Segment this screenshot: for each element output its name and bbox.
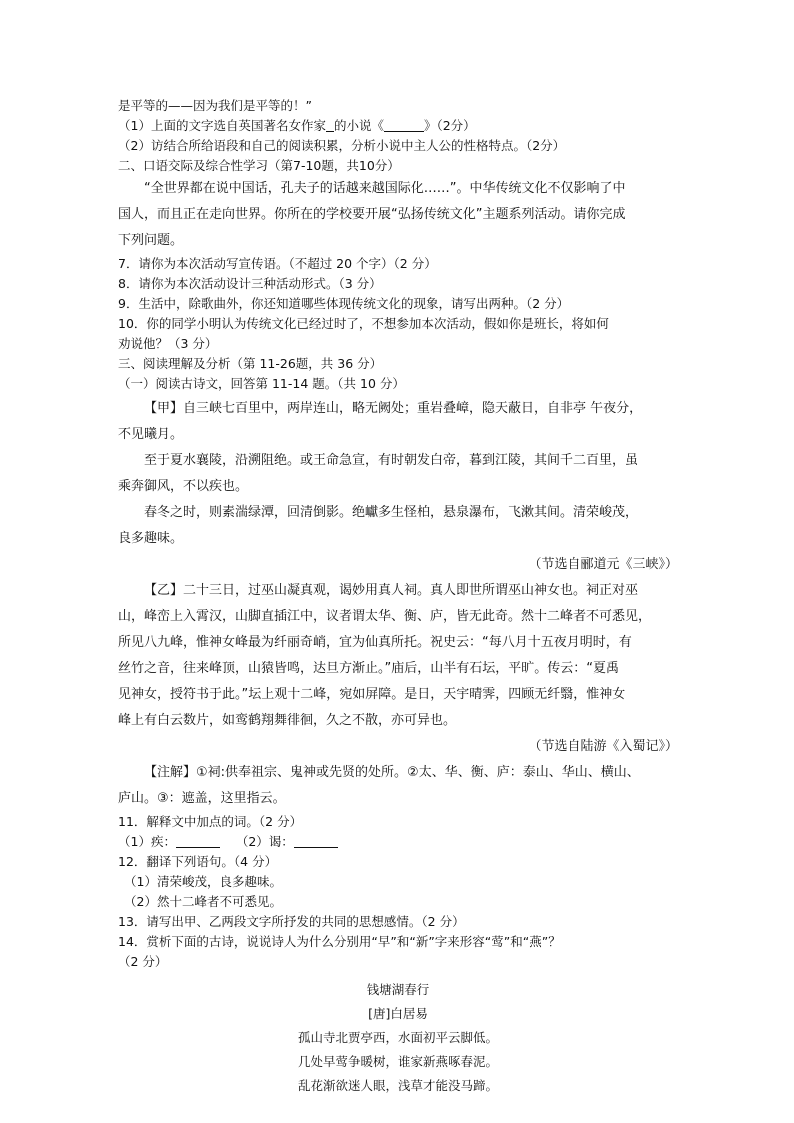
question-12: 12．翻译下列语句。（4 分） — [118, 854, 278, 869]
poem-line: 乱花渐欲迷人眼，浅草才能没马蹄。 — [297, 1078, 498, 1093]
passage-jia-line: 乘奔御风，不以疾也。 — [118, 479, 249, 494]
question-1-suffix: 》（2分） — [423, 118, 476, 133]
question-2: （2）访结合所给语段和自己的阅读积累，分析小说中主人公的性格特点。（2分） — [118, 138, 566, 153]
passage-end-line: 是平等的——因为我们是平等的！” — [118, 98, 312, 113]
question-7: 7．请你为本次活动写宣传语。（不超过 20 个字）（2 分） — [118, 256, 437, 271]
notes-line: 庐山。③：遮盖，这里指云。 — [118, 791, 286, 806]
poem-line: 孤山寺北贾亭西，水面初平云脚低。 — [297, 1030, 498, 1045]
notes-line: 【注解】①祠:供奉祖宗、鬼神或先贤的处所。②太、华、衡、庐：泰山、华山、横山、 — [144, 765, 640, 780]
question-10-line: 10．你的同学小明认为传统文化已经过时了，不想参加本次活动，假如你是班长，将如何 — [118, 316, 609, 331]
passage-yi-line: 山，峰峦上入霄汉，山脚直插江中，议者谓太华、衡、庐，皆无此奇。然十二峰者不可悉见， — [118, 609, 652, 624]
poem-author: [唐]白居易 — [368, 1006, 428, 1021]
section-2-header: 二、口语交际及综合性学习（第7-10题，共10分） — [118, 158, 400, 173]
poem-title: 钱塘湖春行 — [366, 982, 430, 997]
question-1-mid: 的小说《 — [333, 118, 384, 133]
question-12-item-2: （2）然十二峰者不可悉见。 — [124, 894, 282, 909]
poem-line: 几处早莺争暖树，谁家新燕啄春泥。 — [297, 1054, 498, 1069]
passage-jia-line: 良多趣味。 — [118, 531, 184, 546]
passage-yi-line: 【乙】二十三日，过巫山凝真观，谒妙用真人祠。真人即世所谓巫山神女也。祠正对巫 — [144, 583, 639, 598]
question-1 — [118, 116, 678, 136]
question-11: 11．解释文中加点的词。（2 分） — [118, 814, 303, 829]
answer-blank-2[interactable] — [294, 835, 338, 848]
answer-blank-1[interactable] — [176, 835, 220, 848]
question-11-b-label: （2）谒： — [235, 834, 294, 849]
question-8: 8．请你为本次活动设计三种活动形式。（3 分） — [118, 276, 382, 291]
section-2-intro-line: “全世界都在说中国话，孔夫子的话越来越国际化……”。中华传统文化不仅影响了中 — [144, 181, 626, 196]
passage-yi-line: 丝竹之音，往来峰顶，山猿皆鸣，达旦方渐止。”庙后，山半有石坛，平旷。传云：“夏禹 — [118, 661, 619, 676]
question-1-prefix: （1）上面的文字选自英国著名女作家 — [118, 118, 326, 133]
passage-jia-line: 春冬之时，则素湍绿潭，回清倒影。绝巘多生怪柏，悬泉瀑布，飞漱其间。清荣峻茂， — [144, 505, 639, 520]
question-13: 13．请写出甲、乙两段文字所抒发的共同的思想感情。（2 分） — [118, 914, 465, 929]
question-11-answers — [118, 832, 678, 852]
question-10-line: 劝说他？（3 分） — [118, 336, 218, 351]
passage-jia-line: 至于夏水襄陵，沿溯阻绝。或王命急宣，有时朝发白帝，暮到江陵，其间千二百里，虽 — [144, 453, 639, 468]
exam-page — [118, 96, 678, 1098]
question-12-item-1: （1）清荣峻茂，良多趣味。 — [124, 874, 282, 889]
passage-jia-source: （节选自郦道元《三峡》） — [528, 557, 678, 572]
section-3-sub-header: （一）阅读古诗文，回答第 11-14 题。（共 10 分） — [118, 376, 405, 391]
passage-jia-line: 【甲】自三峡七百里中，两岸连山，略无阙处；重岩叠嶂，隐天蔽日，自非亭 午夜分， — [144, 401, 643, 416]
author-blank[interactable] — [326, 119, 334, 132]
question-11-a-label: （1）疾： — [118, 834, 176, 849]
passage-yi-line: 见神女，授符书于此。”坛上观十二峰，宛如屏障。是日，天宇晴霁，四顾无纤翳，惟神女 — [118, 687, 626, 702]
section-3-header: 三、阅读理解及分析（第 11-26题，共 36 分） — [118, 356, 383, 371]
section-2-intro-line: 下列问题。 — [118, 233, 184, 248]
passage-yi-line: 所见八九峰，惟神女峰最为纤丽奇峭，宜为仙真所托。祝史云：“每八月十五夜月明时，有 — [118, 635, 632, 650]
question-14-line: 14．赏析下面的古诗，说说诗人为什么分别用“早”和“新”字来形容“莺”和“燕”？ — [118, 934, 561, 949]
novel-title-blank[interactable] — [384, 119, 424, 132]
passage-jia-line: 不见曦月。 — [118, 427, 184, 442]
question-9: 9．生活中，除歌曲外，你还知道哪些体现传统文化的现象，请写出两种。（2 分） — [118, 296, 570, 311]
passage-yi-line: 峰上有白云数片，如鸾鹤翔舞徘徊，久之不散，亦可异也。 — [118, 713, 457, 728]
section-2-intro-line: 国人，而且正在走向世界。你所在的学校要开展“弘扬传统文化”主题系列活动。请你完成 — [118, 207, 626, 222]
question-14-line: （2 分） — [118, 954, 168, 969]
passage-yi-source: （节选自陆游《入蜀记》） — [528, 739, 678, 754]
